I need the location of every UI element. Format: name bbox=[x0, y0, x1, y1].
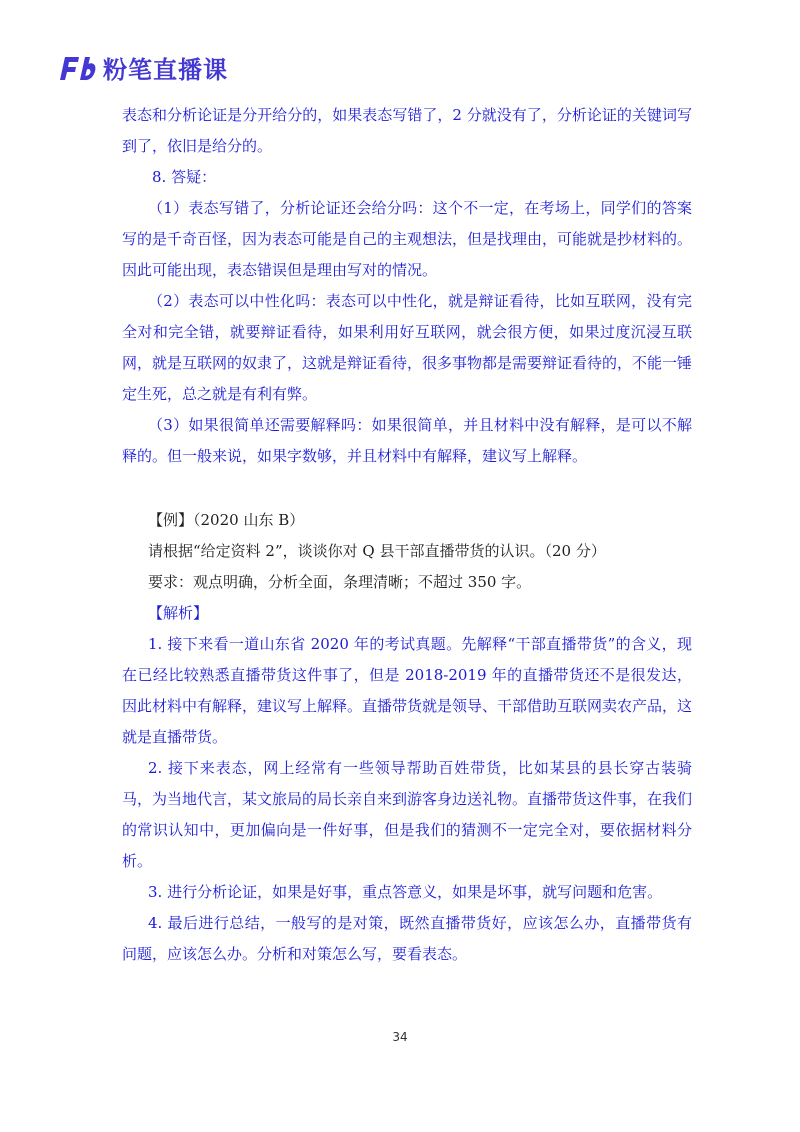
page-number: 34 bbox=[392, 1030, 408, 1044]
analysis-item: 3. 进行分析论证，如果是好事，重点答意义，如果是坏事，就写问题和危害。 bbox=[148, 883, 663, 901]
paragraph: （3）如果很简单还需要解释吗：如果很简单，并且材料中没有解释，是可以不解释的。但一般来说，如果字数够，并且材料中有解释，建议写上解释。 bbox=[122, 416, 692, 465]
paragraph: （2）表态可以中性化吗：表态可以中性化，就是辩证看待，比如互联网，没有完全对和完全错，就要辩证看待，如果利用好互联网，就会很方便，如果过度沉浸互联网，就是互联网的奴隶了，这就是辩证看待，很多事物都是需要辩证看待的，不能一锤定生死，总之就是有利有弊。 bbox=[122, 292, 693, 403]
section-heading: 8. 答疑： bbox=[152, 168, 217, 186]
paragraph: （1）表态写错了，分析论证还会给分吗：这个不一定，在考场上，同学们的答案写的是千奇百怪，因为表态可能是自己的主观想法，但是找理由，可能就是抄材料的。因此可能出现，表态错误但是理由写对的情况。 bbox=[122, 199, 693, 279]
page-content bbox=[122, 100, 692, 970]
example-title: 【例】（2020 山东 B） bbox=[148, 511, 305, 529]
analysis-heading: 【解析】 bbox=[148, 604, 209, 622]
analysis-item: 2. 接下来表态，网上经常有一些领导帮助百姓带货，比如某县的县长穿古装骑马，为当地代言，某文旅局的局长亲自来到游客身边送礼物。直播带货这件事，在我们的常识认知中，更加偏向是一件好事，但是我们的猜测不一定完全对，要依据材料分析。 bbox=[122, 759, 693, 870]
spacer bbox=[122, 472, 692, 505]
example-question: 请根据“给定资料 2”，谈谈你对 Q 县干部直播带货的认识。（20 分） bbox=[148, 542, 606, 560]
fb-logo-icon bbox=[57, 52, 97, 84]
brand-logo bbox=[57, 50, 228, 85]
example-requirement: 要求：观点明确，分析全面，条理清晰；不超过 350 字。 bbox=[148, 573, 532, 591]
brand-name: 粉笔直播课 bbox=[103, 56, 228, 84]
analysis-item: 1. 接下来看一道山东省 2020 年的考试真题。先解释“干部直播带货”的含义，现在已经比较熟悉直播带货这件事了，但是 2018-2019 年的直播带货还不是很发达，因此材料中有解释，建议写上解释。直播带货就是领导、干部借助互联网卖农产品，这就是直播带货。 bbox=[122, 635, 693, 746]
analysis-item: 4. 最后进行总结，一般写的是对策，既然直播带货好，应该怎么办，直播带货有问题，应该怎么办。分析和对策怎么写，要看表态。 bbox=[122, 914, 692, 963]
paragraph: 表态和分析论证是分开给分的，如果表态写错了，2 分就没有了，分析论证的关键词写到了，依旧是给分的。 bbox=[122, 106, 692, 155]
